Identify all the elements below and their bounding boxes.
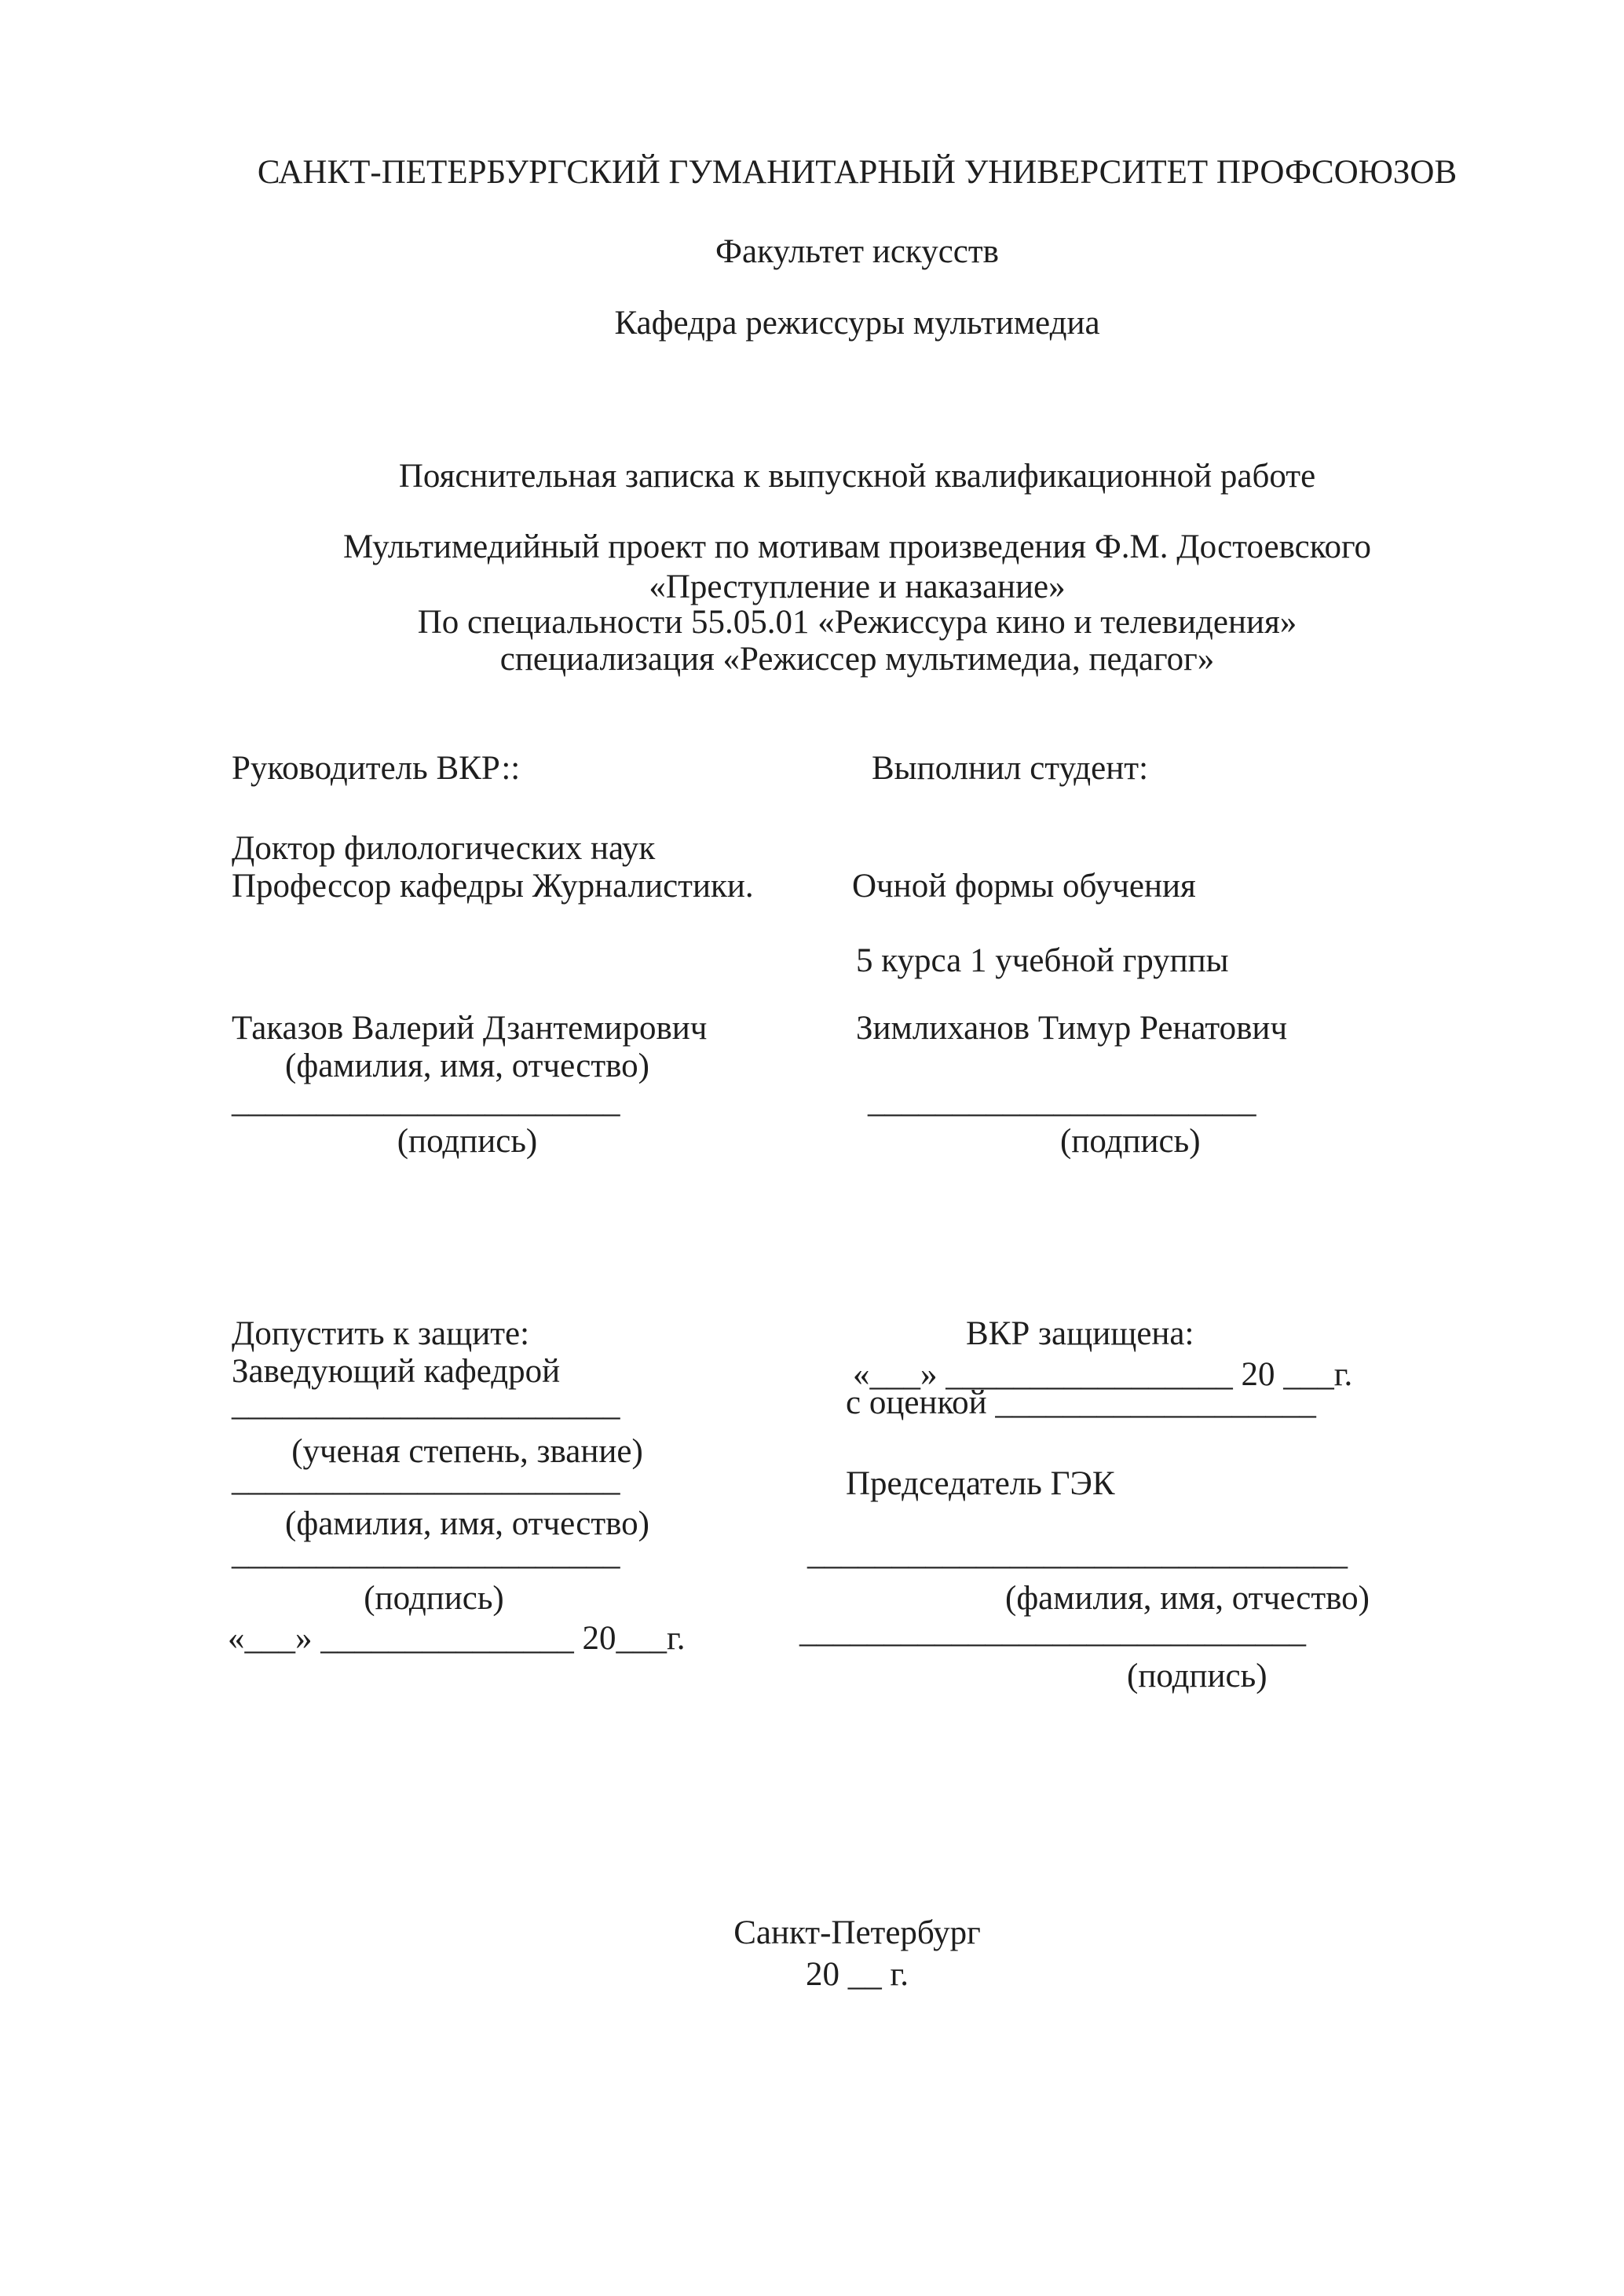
footer-year-line: 20 __ г. xyxy=(805,1956,909,1993)
student-signature-line: _______________________ xyxy=(868,1083,1256,1120)
defense-title: ВКР защищена: xyxy=(966,1315,1194,1352)
defense-name-caption: (фамилия, имя, отчество) xyxy=(1005,1580,1370,1617)
defense-grade-line: с оценкой ___________________ xyxy=(846,1384,1316,1421)
admission-blank-line-signature: _______________________ xyxy=(232,1535,620,1572)
supervisor-degree: Доктор филологических наук xyxy=(232,830,656,867)
defense-date-line: «___» _________________ 20 ___г. xyxy=(853,1356,1353,1393)
faculty-name: Факультет искусств xyxy=(715,233,999,270)
specialty-line: По специальности 55.05.01 «Режиссура кино и телевидения» xyxy=(417,604,1297,641)
work-title-line: «Преступление и наказание» xyxy=(649,569,1066,605)
supervisor-signature-line: _______________________ xyxy=(232,1083,620,1120)
student-signature-caption: (подпись) xyxy=(1060,1123,1201,1160)
university-name: САНКТ-ПЕТЕРБУРГСКИЙ ГУМАНИТАРНЫЙ УНИВЕРСИТЕТ ПРОФСОЮЗОВ xyxy=(257,154,1458,191)
defense-chairman-label: Председатель ГЭК xyxy=(846,1465,1115,1502)
explanatory-note-line: Пояснительная записка к выпускной квалификационной работе xyxy=(398,458,1316,495)
admission-signature-caption: (подпись) xyxy=(364,1580,504,1617)
supervisor-name: Таказов Валерий Дзантемирович xyxy=(232,1010,708,1047)
admission-title: Допустить к защите: xyxy=(232,1315,530,1352)
student-study-form: Очной формы обучения xyxy=(852,868,1196,905)
admission-blank-line-degree: _______________________ xyxy=(232,1386,620,1423)
student-name: Зимлиханов Тимур Ренатович xyxy=(856,1010,1288,1047)
specialization-line: специализация «Режиссер мультимедиа, педагог» xyxy=(499,641,1215,678)
supervisor-signature-caption: (подпись) xyxy=(397,1123,538,1160)
supervisor-position: Профессор кафедры Журналистики. xyxy=(232,868,754,905)
department-name: Кафедра режиссуры мультимедиа xyxy=(614,305,1100,342)
admission-name-caption: (фамилия, имя, отчество) xyxy=(285,1505,649,1542)
admission-blank-line-name: _______________________ xyxy=(232,1461,620,1498)
defense-blank-line-signature: ______________________________ xyxy=(799,1613,1306,1650)
student-group: 5 курса 1 учебной группы xyxy=(856,942,1229,979)
admission-degree-caption: (ученая степень, звание) xyxy=(291,1433,643,1470)
defense-signature-caption: (подпись) xyxy=(1127,1658,1267,1695)
supervisor-label: Руководитель ВКР:: xyxy=(232,750,521,787)
admission-head-label: Заведующий кафедрой xyxy=(232,1353,561,1390)
student-label: Выполнил студент: xyxy=(872,750,1149,787)
defense-blank-line-name: ________________________________ xyxy=(807,1535,1348,1572)
admission-date-line: «___» _______________ 20___г. xyxy=(228,1620,686,1657)
supervisor-name-caption: (фамилия, имя, отчество) xyxy=(285,1047,649,1084)
footer-city: Санкт-Петербург xyxy=(733,1914,981,1951)
project-title-line: Мультимедийный проект по мотивам произведения Ф.М. Достоевского xyxy=(342,528,1372,565)
